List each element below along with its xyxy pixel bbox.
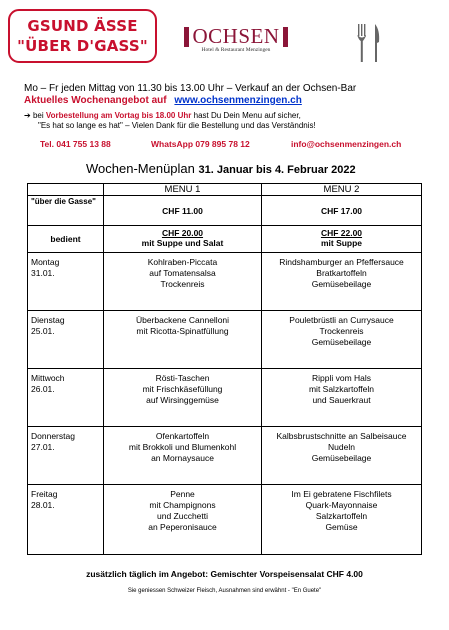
served-price-menu2-amount: CHF 22.00 — [320, 228, 363, 238]
dish-line: Ofenkartoffeln — [155, 431, 210, 441]
menu1-header: MENU 1 — [104, 184, 262, 196]
day-rows — [28, 253, 422, 555]
menu1-dish-cell — [104, 485, 262, 555]
served-price-menu1-note: mit Suppe und Salat — [141, 238, 224, 248]
website-link[interactable]: www.ochsenmenzingen.ch — [174, 95, 302, 106]
thank-you-line: "Es hat so lange es hat" – Vielen Dank für die Bestellung und das Verständnis! — [38, 121, 316, 130]
day-cell — [28, 253, 104, 311]
fork-knife-icon — [355, 22, 383, 64]
dish-line: Nudeln — [328, 442, 355, 452]
dish-line: Rindshamburger an Pfeffersauce — [279, 257, 404, 267]
dish-line: und Zucchetti — [156, 511, 209, 521]
meat-origin-note: Sie geniessen Schweizer Fleisch, Ausnahmen sind erwähnt - "En Guete" — [127, 588, 322, 594]
dish-line: Trockenreis — [160, 279, 205, 289]
ochsen-logo — [184, 24, 288, 55]
badge-line2: "ÜBER D'GASS" — [17, 37, 148, 55]
extra-offer: zusätzlich täglich im Angebot: Gemischter Vorspeisensalat CHF 4.00 — [86, 569, 363, 579]
day-name: Donnerstag — [31, 431, 75, 441]
dish-line: Rösti-Taschen — [155, 373, 210, 383]
dish-line: Überbackene Cannelloni — [135, 315, 230, 325]
dish-line: Kohlraben-Piccata — [147, 257, 218, 267]
table-row — [28, 369, 422, 427]
menu1-dish-cell — [104, 427, 262, 485]
whatsapp-number[interactable]: WhatsApp 079 895 78 12 — [151, 139, 250, 149]
takeaway-price-menu1: CHF 11.00 — [104, 196, 262, 226]
menu-plan-dates: 31. Januar bis 4. Februar 2022 — [198, 164, 356, 176]
preorder-prefix: bei — [32, 111, 44, 120]
day-name: Freitag — [31, 489, 58, 499]
day-cell — [28, 485, 104, 555]
menu-table — [27, 183, 422, 555]
dish-line: Gemüsebeilage — [311, 453, 372, 463]
day-cell — [28, 311, 104, 369]
badge-line1: GSUND ÄSSE — [27, 17, 138, 35]
dish-line: Kalbsbrustschnitte an Salbeisauce — [276, 431, 407, 441]
day-name: Montag — [31, 257, 60, 267]
dish-line: Trockenreis — [319, 326, 364, 336]
phone-number[interactable]: Tel. 041 755 13 88 — [40, 139, 111, 149]
weekly-offer-line — [24, 95, 302, 106]
day-date: 25.01. — [31, 326, 55, 336]
day-date: 26.01. — [31, 384, 55, 394]
day-date: 27.01. — [31, 442, 55, 452]
dish-line: an Peperonisauce — [148, 522, 217, 532]
menu2-dish-cell — [262, 485, 422, 555]
menu1-dish-cell — [104, 253, 262, 311]
served-label: bedient — [28, 226, 104, 253]
dish-line: Salzkartoffeln — [315, 511, 368, 521]
dish-line: Bratkartoffeln — [316, 268, 367, 278]
table-row — [28, 485, 422, 555]
menu-plan-heading — [86, 161, 356, 176]
gsund-asse-badge — [8, 9, 157, 63]
dish-line: mit Brokkoli und Blumenkohl — [128, 442, 237, 452]
dish-line: Pouletbrüstli an Currysauce — [289, 315, 394, 325]
weekly-offer-text: Aktuelles Wochenangebot auf — [24, 95, 167, 106]
takeaway-price-menu2: CHF 17.00 — [262, 196, 422, 226]
day-date: 28.01. — [31, 500, 55, 510]
day-date: 31.01. — [31, 268, 55, 278]
table-row — [28, 253, 422, 311]
price-row-served — [28, 226, 422, 253]
table-row — [28, 311, 422, 369]
dish-line: auf Tomatensalsa — [149, 268, 216, 278]
opening-hours: Mo – Fr jeden Mittag von 11.30 bis 13.00 Uhr – Verkauf an der Ochsen-Bar — [24, 83, 357, 94]
email-address[interactable]: info@ochsenmenzingen.ch — [291, 139, 402, 149]
price-row-takeaway — [28, 196, 422, 226]
day-name: Dienstag — [31, 315, 65, 325]
menu2-dish-cell — [262, 253, 422, 311]
dish-line: Gemüsebeilage — [311, 279, 372, 289]
dish-line: auf Wirsinggemüse — [146, 395, 219, 405]
dish-line: Gemüsebeilage — [311, 337, 372, 347]
dish-line: mit Ricotta-Spinatfüllung — [136, 326, 229, 336]
dish-line: an Mornaysauce — [151, 453, 214, 463]
logo-subtitle: Hotel & Restaurant Menzingen — [201, 47, 271, 53]
logo-title: OCHSEN — [192, 24, 280, 48]
served-price-menu1-amount: CHF 20.00 — [161, 228, 204, 238]
dish-line: mit Salzkartoffeln — [308, 384, 375, 394]
menu2-dish-cell — [262, 311, 422, 369]
served-price-menu2 — [262, 226, 422, 253]
served-price-menu1 — [104, 226, 262, 253]
table-header-row — [28, 184, 422, 196]
day-cell — [28, 427, 104, 485]
preorder-line — [24, 111, 301, 120]
preorder-rest: hast Du Dein Menu auf sicher, — [193, 111, 301, 120]
takeaway-label: "über die Gasse" — [28, 196, 104, 226]
dish-line: und Sauerkraut — [312, 395, 371, 405]
day-name: Mittwoch — [31, 373, 65, 383]
dish-line: Rippli vom Hals — [311, 373, 372, 383]
dish-line: mit Champignons — [149, 500, 216, 510]
dish-line: Im Ei gebratene Fischfilets — [291, 489, 392, 499]
dish-line: Penne — [170, 489, 195, 499]
menu2-dish-cell — [262, 369, 422, 427]
dish-line: mit Frischkäsefüllung — [142, 384, 223, 394]
menu-plan-title: Wochen-Menüplan — [86, 161, 195, 176]
day-cell — [28, 369, 104, 427]
preorder-deadline: Vorbestellung am Vortag bis 18.00 Uhr — [45, 111, 192, 120]
menu1-dish-cell — [104, 311, 262, 369]
menu2-dish-cell — [262, 427, 422, 485]
table-row — [28, 427, 422, 485]
menu1-dish-cell — [104, 369, 262, 427]
menu2-header: MENU 2 — [262, 184, 422, 196]
served-price-menu2-note: mit Suppe — [320, 238, 363, 248]
dish-line: Gemüse — [325, 522, 358, 532]
dish-line: Quark-Mayonnaise — [305, 500, 378, 510]
arrow-right-icon: ➔ — [24, 111, 31, 120]
